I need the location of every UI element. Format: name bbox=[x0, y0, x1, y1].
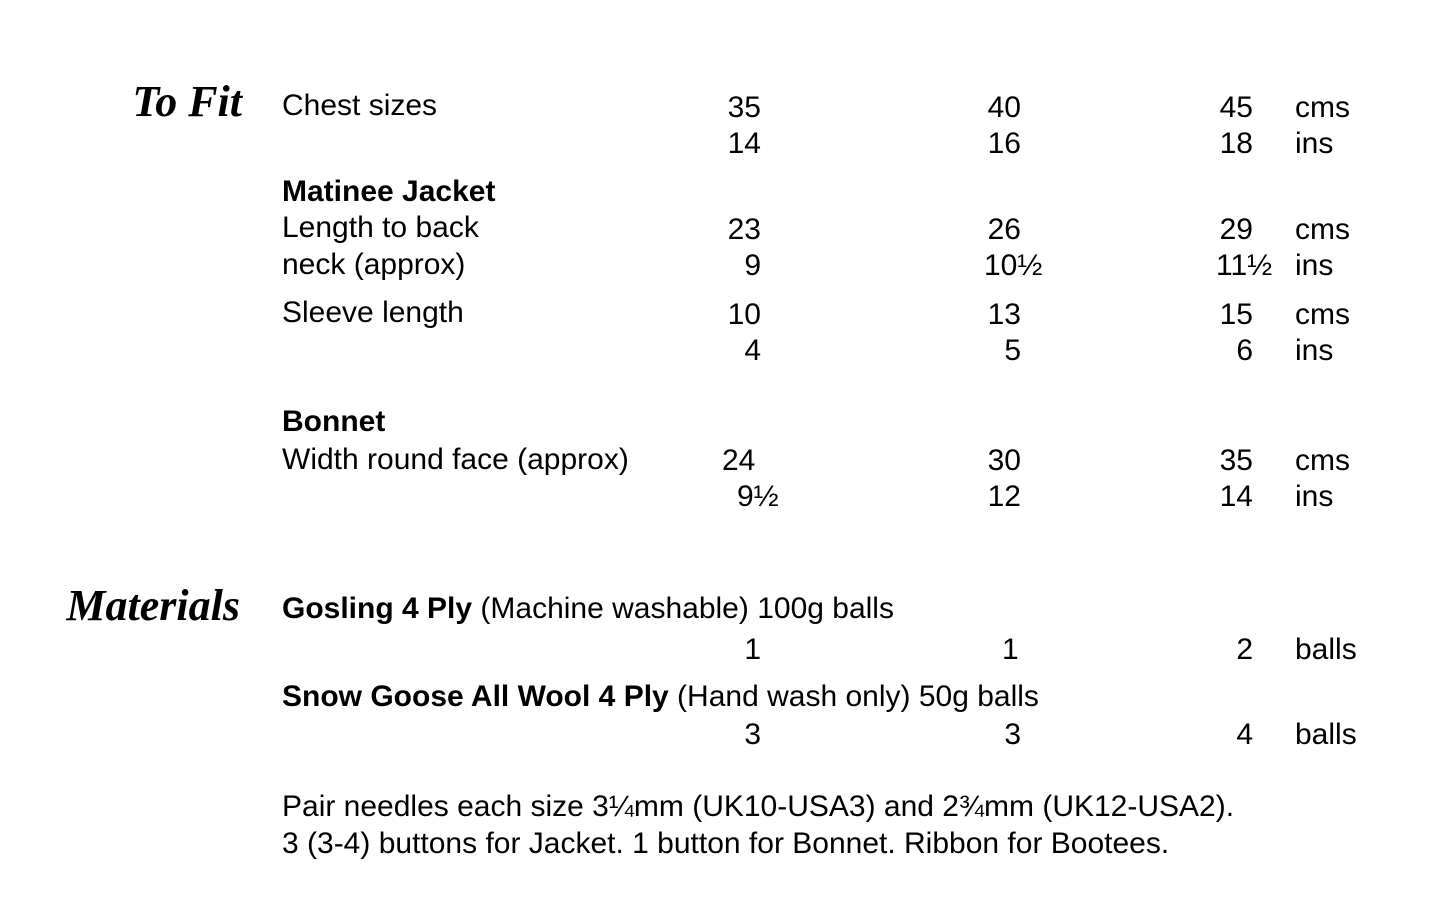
bonnet-ins-unit: ins bbox=[1295, 480, 1334, 513]
bonnet-cms-size-1: 24 bbox=[722, 444, 756, 477]
chest-cms-size-3: 45 bbox=[1219, 91, 1253, 124]
needles-line: Pair needles each size 3¼mm (UK10-USA3) and 2¾mm (UK12-USA2). bbox=[282, 790, 1235, 823]
chest-cms-unit: cms bbox=[1295, 91, 1350, 124]
length-cms-size-1: 23 bbox=[727, 213, 761, 246]
yarn-2-line bbox=[282, 682, 1039, 712]
chest-ins-size-2: 16 bbox=[987, 127, 1021, 160]
sleeve-ins-size-1: 4 bbox=[744, 334, 761, 367]
length-label-line-1: Length to back bbox=[282, 211, 479, 244]
bonnet-ins-size-2: 12 bbox=[987, 480, 1021, 513]
sleeve-ins-unit: ins bbox=[1295, 334, 1334, 367]
bonnet-cms-unit: cms bbox=[1295, 444, 1350, 477]
to-fit-heading: To Fit bbox=[132, 77, 242, 126]
chest-ins-size-3: 18 bbox=[1219, 127, 1253, 160]
sleeve-cms-size-1: 10 bbox=[727, 298, 761, 331]
yarn-1-unit: balls bbox=[1295, 633, 1357, 666]
yarn-2-name: Snow Goose All Wool 4 Ply bbox=[282, 680, 669, 713]
bonnet-width-label: Width round face (approx) bbox=[282, 443, 629, 476]
sleeve-cms-size-2: 13 bbox=[987, 298, 1021, 331]
sleeve-length-label: Sleeve length bbox=[282, 296, 464, 329]
yarn-2-qty-size-1: 3 bbox=[744, 718, 761, 751]
length-ins-unit: ins bbox=[1295, 249, 1334, 282]
bonnet-cms-size-3: 35 bbox=[1219, 444, 1253, 477]
chest-sizes-label: Chest sizes bbox=[282, 89, 438, 122]
chest-ins-size-1: 14 bbox=[727, 127, 761, 160]
yarn-1-name: Gosling 4 Ply bbox=[282, 592, 473, 625]
materials-heading: Materials bbox=[66, 581, 240, 630]
length-ins-size-1: 9 bbox=[744, 249, 761, 282]
length-cms-size-2: 26 bbox=[987, 213, 1021, 246]
yarn-1-qty-size-3: 2 bbox=[1236, 633, 1253, 666]
sleeve-ins-size-3: 6 bbox=[1236, 334, 1253, 367]
length-cms-unit: cms bbox=[1295, 213, 1350, 246]
yarn-1-line bbox=[282, 594, 894, 624]
buttons-line: 3 (3-4) buttons for Jacket. 1 button for Bonnet. Ribbon for Bootees. bbox=[282, 827, 1170, 860]
yarn-1-qty-size-2: 1 bbox=[1002, 633, 1019, 666]
length-ins-size-3: 11½ bbox=[1216, 249, 1273, 282]
yarn-2-description: (Hand wash only) 50g balls bbox=[668, 680, 1039, 713]
chest-cms-size-1: 35 bbox=[727, 91, 761, 124]
matinee-jacket-title: Matinee Jacket bbox=[282, 175, 496, 208]
sleeve-cms-size-3: 15 bbox=[1219, 298, 1253, 331]
bonnet-ins-size-1: 9½ bbox=[737, 480, 779, 513]
sleeve-ins-size-2: 5 bbox=[1004, 334, 1021, 367]
length-ins-size-2: 10½ bbox=[984, 249, 1043, 282]
yarn-2-qty-size-3: 4 bbox=[1236, 718, 1253, 751]
yarn-1-description: (Machine washable) 100g balls bbox=[472, 592, 894, 625]
bonnet-cms-size-2: 30 bbox=[987, 444, 1021, 477]
yarn-2-qty-size-2: 3 bbox=[1004, 718, 1021, 751]
bonnet-ins-size-3: 14 bbox=[1219, 480, 1253, 513]
yarn-1-qty-size-1: 1 bbox=[744, 633, 761, 666]
yarn-2-unit: balls bbox=[1295, 718, 1357, 751]
chest-ins-unit: ins bbox=[1295, 127, 1334, 160]
length-label-line-2: neck (approx) bbox=[282, 248, 466, 281]
length-cms-size-3: 29 bbox=[1219, 213, 1253, 246]
chest-cms-size-2: 40 bbox=[987, 91, 1021, 124]
sleeve-cms-unit: cms bbox=[1295, 298, 1350, 331]
bonnet-title: Bonnet bbox=[282, 405, 386, 438]
